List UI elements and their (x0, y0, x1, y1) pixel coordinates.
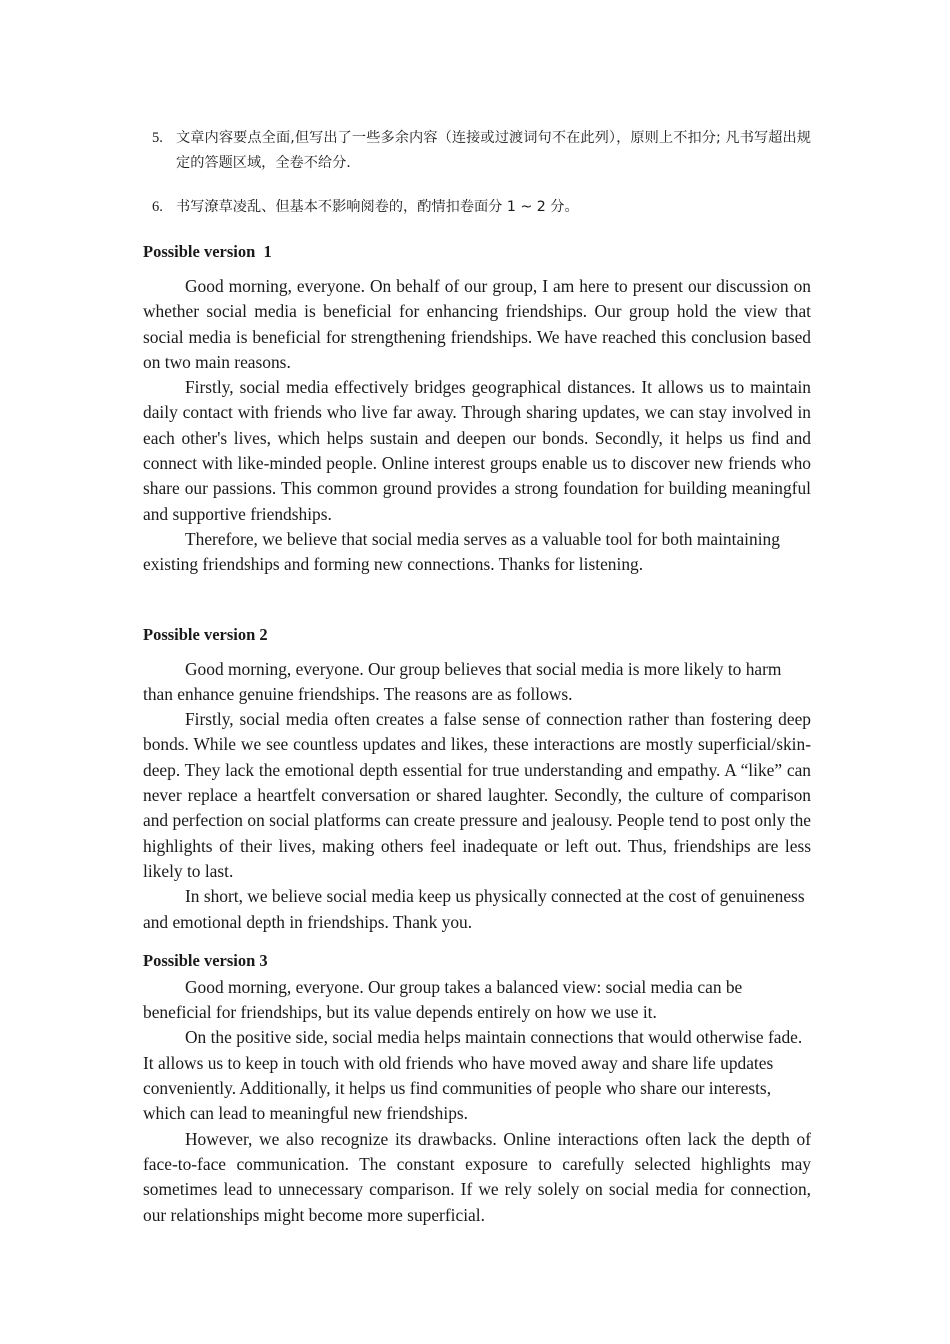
heading-possible-version-2: Possible version 2 (143, 624, 268, 644)
document-content (143, 126, 811, 1228)
criteria-list (143, 126, 811, 220)
version-1-paragraph-3: Therefore, we believe that social media serves as a valuable tool for both maintaining existing friendships and forming new connections. Thanks for listening. (143, 528, 780, 575)
criteria-item-6 (143, 195, 811, 220)
version-3-paragraph-3: However, we also recognize its drawbacks. Online interactions often lack the depth of face-to-face communication. The constant exposure to carefully selected highlights may sometimes lead to unnecessary comparison. If we rely solely on social media for connection, our relationships might become more superficial. (143, 1128, 811, 1225)
criteria-item-5-text: 文章内容要点全面,但写出了一些多余内容（连接或过渡词句不在此列），原则上不扣分; 凡书写超出规定的答题区域，全卷不给分. (176, 130, 811, 171)
version-1-paragraph-1: Good morning, everyone. On behalf of our group, I am here to present our discussion on whether social media is beneficial for enhancing friendships. Our group hold the view that social media is beneficial for strengthening friendships. We have reached this conclusion based on two main reasons. (143, 276, 811, 372)
criteria-item-6-text: 书写潦草凌乱、但基本不影响阅卷的，酌情扣卷面分 1 ~ 2 分。 (176, 199, 579, 215)
heading-possible-version-3: Possible version 3 (143, 950, 268, 970)
version-3-paragraph-1: Good morning, everyone. Our group takes a balanced view: social media can be beneficial for friendships, but its value depends entirely on how we use it. (143, 976, 743, 1023)
spacer (143, 578, 811, 623)
version-2-paragraph-3: In short, we believe social media keep us physically connected at the cost of genuineness and emotional depth in friendships. Thank you. (143, 886, 805, 932)
criteria-item-6-number: 6. (152, 199, 163, 215)
version-2-paragraph-2: Firstly, social media often creates a false sense of connection rather than fostering deep bonds. While we see countless updates and likes, these interactions are mostly superficial/skin-deep. They lack the emotional depth essential for true understanding and empathy. A “like” can never replace a heartfelt conversation or shared laughter. Secondly, the culture of comparison and perfection on social platforms can create pressure and jealousy. People tend to post only the highlights of their lives, making others feel inadequate or left out. Thus, friendships are less likely to last. (143, 709, 811, 881)
version-1-paragraph-2: Firstly, social media effectively bridges geographical distances. It allows us to maintain daily contact with friends who live far away. Through sharing updates, we can stay involved in each other's lives, which helps sustain and deepen our bonds. Secondly, it helps us find and connect with like-minded people. Online interest groups enable us to discover new friends who share our passions. This common ground provides a strong foundation for building meaningful and supportive friendships. (143, 377, 811, 524)
version-2-paragraph-1: Good morning, everyone. Our group believes that social media is more likely to harm than enhance genuine friendships. The reasons are as follows. (143, 658, 782, 704)
version-3-paragraph-2: On the positive side, social media helps maintain connections that would otherwise fade. It allows us to keep in touch with old friends who have moved away and share life updates conveniently. Additionally, it helps us find communities of people who share our interests, which can lead to meaningful new friendships. (143, 1027, 803, 1124)
spacer (143, 264, 811, 274)
spacer (143, 220, 811, 240)
spacer (143, 647, 811, 657)
criteria-item-5-number: 5. (152, 130, 163, 146)
criteria-item-5 (143, 126, 811, 176)
spacer (143, 935, 811, 949)
heading-possible-version-1: Possible version 1 (143, 242, 272, 261)
